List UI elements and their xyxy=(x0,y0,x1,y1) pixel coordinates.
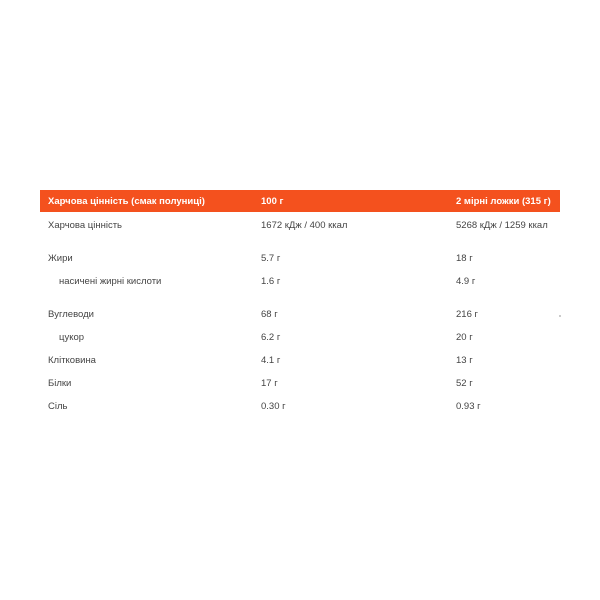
row-label-protein: Білки xyxy=(48,377,72,389)
row-label-fiber: Клітковина xyxy=(48,354,96,366)
row-value-100g: 17 г xyxy=(261,377,278,389)
row-value-serving: 52 г xyxy=(456,377,473,389)
table-row xyxy=(40,307,560,321)
table-row xyxy=(40,218,560,232)
header-per-serving: 2 мірні ложки (315 г) xyxy=(456,196,551,207)
row-label-salt: Сіль xyxy=(48,400,68,412)
table-row xyxy=(40,376,560,390)
row-label-sugar: цукор xyxy=(59,331,85,343)
table-row xyxy=(40,251,560,265)
row-value-serving: 5268 кДж / 1259 ккал xyxy=(456,219,548,231)
row-value-serving: 20 г xyxy=(456,331,473,343)
header-per-100g: 100 г xyxy=(261,196,284,207)
row-label-fat: Жири xyxy=(48,252,73,264)
row-value-100g: 6.2 г xyxy=(261,331,281,343)
row-value-serving: 216 г xyxy=(456,308,478,320)
table-row xyxy=(40,330,560,344)
table-row xyxy=(40,274,560,288)
row-value-serving: 18 г xyxy=(456,252,473,264)
row-value-100g: 1672 кДж / 400 ккал xyxy=(261,219,348,231)
row-value-100g: 68 г xyxy=(261,308,278,320)
row-value-serving: 13 г xyxy=(456,354,473,366)
row-label-saturated-fat: насичені жирні кислоти xyxy=(59,275,162,287)
table-row xyxy=(40,353,560,367)
row-value-100g: 5.7 г xyxy=(261,252,281,264)
row-value-serving: 4.9 г xyxy=(456,275,476,287)
stray-dot xyxy=(559,315,561,317)
row-label-energy: Харчова цінність xyxy=(48,219,122,231)
row-value-100g: 0.30 г xyxy=(261,400,286,412)
row-value-serving: 0.93 г xyxy=(456,400,481,412)
row-value-100g: 1.6 г xyxy=(261,275,281,287)
table-row xyxy=(40,399,560,413)
row-label-carbohydrates: Вуглеводи xyxy=(48,308,94,320)
header-nutrition-value: Харчова цінність (смак полуниці) xyxy=(48,196,205,207)
row-value-100g: 4.1 г xyxy=(261,354,281,366)
